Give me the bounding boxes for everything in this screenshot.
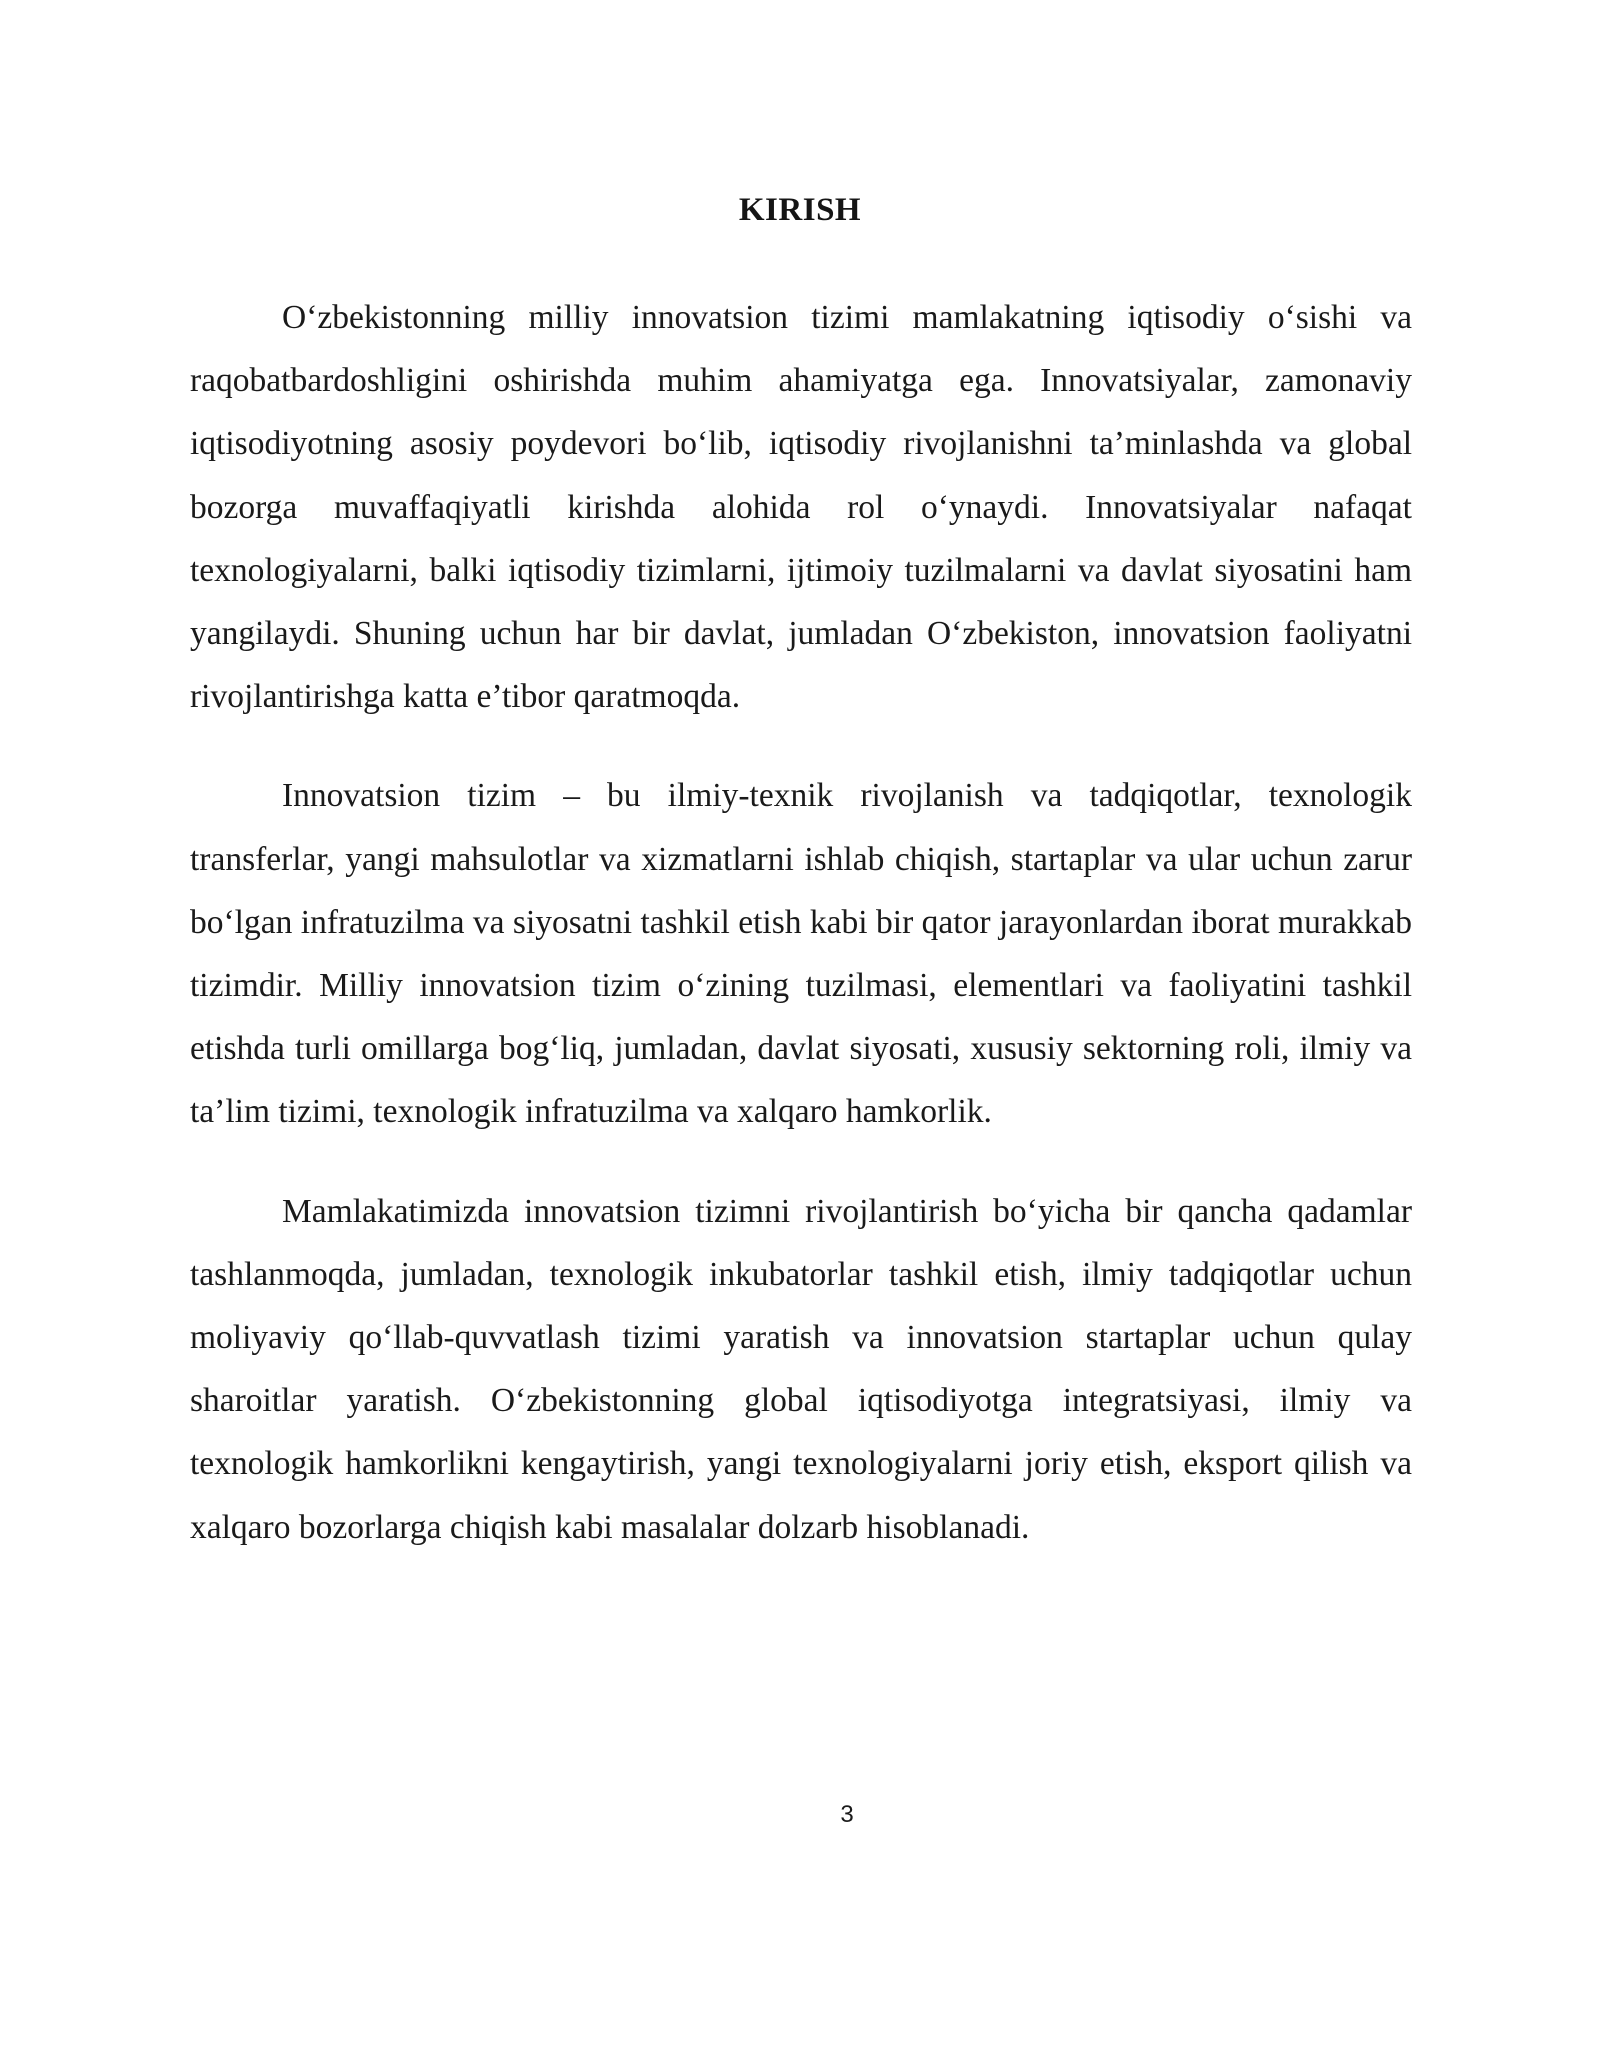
paragraph-1: O‘zbekistonning milliy innovatsion tizimi mamlakatning iqtisodiy o‘sishi va raqobatbardoshligini oshirishda muhim ahamiyatga ega. Innovatsiyalar, zamonaviy iqtisodiyotning asosiy poydevori bo‘lib, iqtisodiy rivojlanishni ta’minlashda va global bozorga muvaffaqiyatli kirishda alohida rol o‘ynaydi. Innovatsiyalar nafaqat texnologiyalarni, balki iqtisodiy tizimlarni, ijtimoiy tuzilmalarni va davlat siyosatini ham yangilaydi. Shuning uchun har bir davlat, jumladan O‘zbekiston, innovatsion faoliyatni rivojlantirishga katta e’tibor qaratmoqda. [190,299,1412,716]
paragraph-2: Innovatsion tizim – bu ilmiy-texnik rivojlanish va tadqiqotlar, texnologik transferlar, yangi mahsulotlar va xizmatlarni ishlab chiqish, startaplar va ular uchun zarur bo‘lgan infratuzilma va siyosatni tashkil etish kabi bir qator jarayonlardan iborat murakkab tizimdir. Milliy innovatsion tizim o‘zining tuzilmasi, elementlari va faoliyatini tashkil etishda turli omillarga bog‘liq, jumladan, davlat siyosati, xususiy sektorning roli, ilmiy va ta’lim tizimi, texnologik infratuzilma va xalqaro hamkorlik. [190,777,1412,1131]
page-number: 3 [840,1801,854,1828]
page-title: KIRISH [738,192,862,228]
paragraph-3: Mamlakatimizda innovatsion tizimni rivojlantirish bo‘yicha bir qancha qadamlar tashlanmoqda, jumladan, texnologik inkubatorlar tashkil etish, ilmiy tadqiqotlar uchun moliyaviy qo‘llab-quvvatlash tizimi yaratish va innovatsion startaplar uchun qulay sharoitlar yaratish. O‘zbekistonning global iqtisodiyotga integratsiyasi, ilmiy va texnologik hamkorlikni kengaytirish, yangi texnologiyalarni joriy etish, eksport qilish va xalqaro bozorlarga chiqish kabi masalalar dolzarb hisoblanadi. [190,1192,1412,1546]
document-body [190,286,1412,1595]
